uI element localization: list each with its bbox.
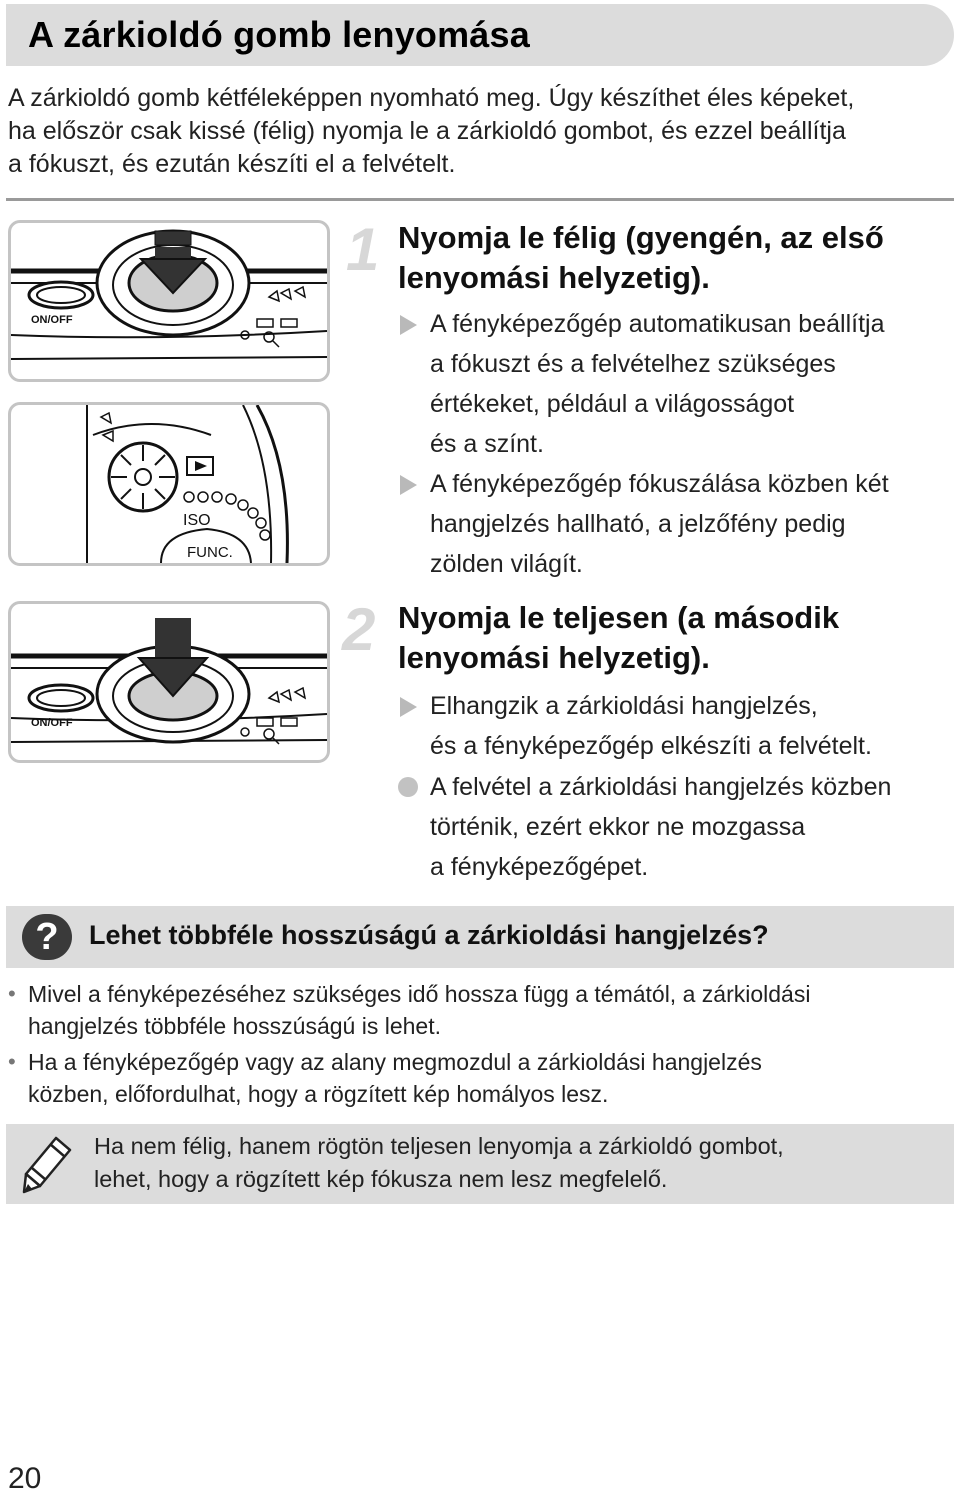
triangle-bullet-icon [400,697,417,717]
on-off-label: ON/OFF [31,717,73,729]
faq-header [6,906,954,968]
pencil-icon [22,1134,74,1196]
list-item-line: Mivel a fényképezéséhez szükséges idő hossza függ a témától, a zárkioldási [28,981,811,1007]
camera-top-full-press-illustration [8,601,330,763]
list-item [6,1046,954,1110]
list-item [398,686,958,766]
step-title-line: lenyomási helyzetig). [398,260,710,295]
list-item-line: zölden világít. [430,550,583,578]
step-number: 2 [342,596,376,663]
list-item-line: történik, ezért ekkor ne mozgassa [430,813,806,841]
page-number: 20 [8,1462,42,1495]
note-line: lehet, hogy a rögzített kép fókusza nem lesz megfelelő. [94,1166,668,1192]
note-box [6,1124,954,1204]
intro-text [8,82,956,181]
list-item [398,304,958,464]
func-label: FUNC. [187,544,233,561]
camera-back-indicator-illustration [8,402,330,566]
step-number: 1 [346,216,380,283]
question-icon: ? [22,914,72,960]
list-item-line: és a színt. [430,430,544,458]
note-line: Ha nem félig, hanem rögtön teljesen lenyomja a zárkioldó gombot, [94,1133,784,1159]
list-item-line: Elhangzik a zárkioldási hangjelzés, [430,692,818,720]
list-item-line: hangjelzés hallható, a jelzőfény pedig [430,510,846,538]
circle-bullet-icon [398,777,418,797]
list-item-line: A fényképezőgép automatikusan beállítja [430,310,885,338]
iso-label: ISO [183,512,211,529]
page-title-bar [6,4,954,66]
triangle-bullet-icon [400,475,417,495]
on-off-label: ON/OFF [31,314,73,326]
triangle-bullet-icon [400,315,417,335]
step-title-line: Nyomja le félig (gyengén, az első [398,220,884,255]
list-item [398,767,958,887]
bullet-icon: • [8,981,16,1006]
step-title-line: Nyomja le teljesen (a második [398,600,840,635]
list-item-line: hangjelzés többféle hosszúságú is lehet. [28,1013,442,1039]
faq-question: Lehet többféle hosszúságú a zárkioldási hangjelzés? [89,920,769,950]
list-item-line: és a fényképezőgép elkészíti a felvételt. [430,732,872,760]
intro-line: A zárkioldó gomb kétféleképpen nyomható meg. Úgy készíthet éles képeket, [8,84,855,112]
step-title [398,598,954,678]
list-item [398,464,958,584]
step-bullets [398,686,958,887]
faq-answers [6,978,954,1114]
list-item [6,978,954,1042]
section-divider [6,198,954,201]
list-item-line: közben, előfordulhat, hogy a rögzített kép homályos lesz. [28,1081,609,1107]
camera-top-half-press-illustration [8,220,330,382]
page-title: A zárkioldó gomb lenyomása [28,14,530,55]
list-item-line: A felvétel a zárkioldási hangjelzés közben [430,773,892,801]
list-item-line: a fényképezőgépet. [430,853,649,881]
list-item-line: a fókuszt és a felvételhez szükséges [430,350,836,378]
list-item-line: értékeket, például a világosságot [430,390,795,418]
intro-line: ha először csak kissé (félig) nyomja le a zárkioldó gombot, és ezzel beállítja [8,117,846,145]
list-item-line: Ha a fényképezőgép vagy az alany megmozdul a zárkioldási hangjelzés [28,1049,762,1075]
intro-line: a fókuszt, és ezután készíti el a felvételt. [8,150,456,178]
list-item-line: A fényképezőgép fókuszálása közben két [430,470,889,498]
step-title [398,218,954,298]
bullet-icon: • [8,1049,16,1074]
step-title-line: lenyomási helyzetig). [398,640,710,675]
note-text [94,1130,784,1196]
step-bullets [398,304,958,584]
